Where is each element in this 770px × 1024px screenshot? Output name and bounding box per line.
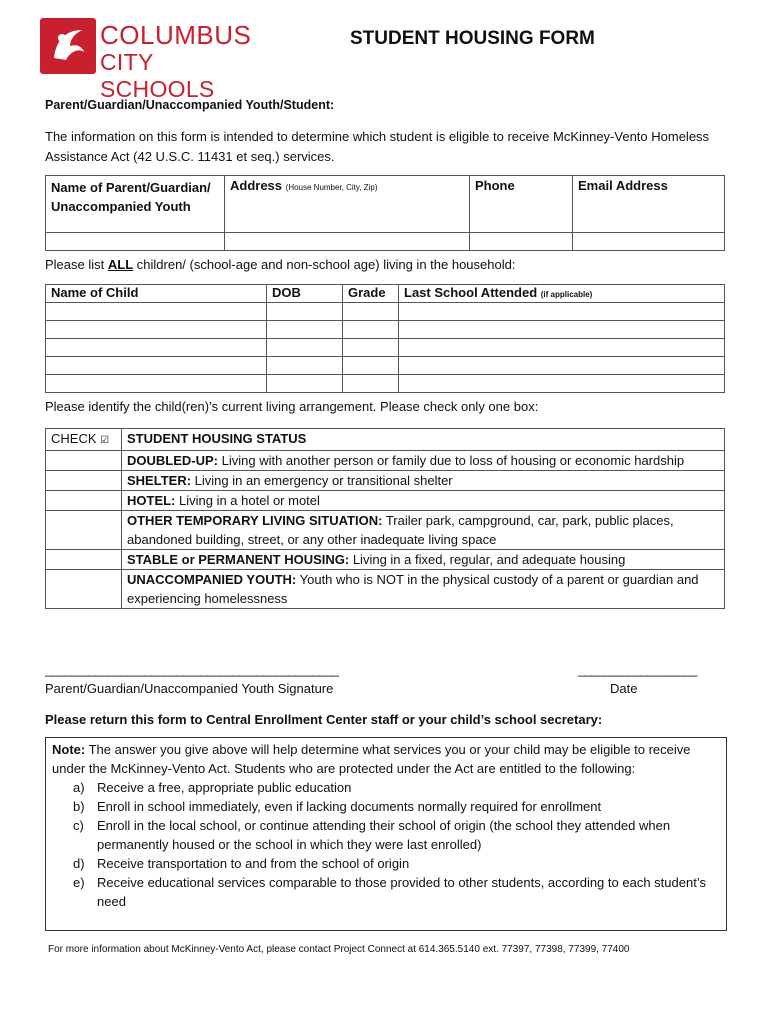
grade-field[interactable] [343, 375, 399, 393]
signature-label: Parent/Guardian/Unaccompanied Youth Signature [45, 681, 334, 696]
housing-status-table [45, 428, 725, 609]
check-header [46, 429, 122, 451]
contact-table [45, 175, 725, 251]
status-term: OTHER TEMPORARY LIVING SITUATION: [127, 513, 383, 528]
status-option [122, 511, 725, 550]
logo-emblem-icon [40, 18, 96, 74]
status-term: STABLE or PERMANENT HOUSING: [127, 552, 350, 567]
child-name-field[interactable] [46, 375, 267, 393]
school-header [399, 285, 725, 303]
logo-line-2: CITY SCHOOLS [100, 49, 215, 102]
status-term: DOUBLED-UP: [127, 453, 218, 468]
list-item [73, 778, 720, 797]
check-header-label: CHECK [51, 431, 97, 446]
list-text: Enroll in the local school, or continue attending their school of origin (the school they attended when permanently housed or the school in which they were last enrolled) [97, 818, 671, 852]
rights-list [52, 778, 720, 911]
status-check-cell[interactable] [46, 491, 122, 511]
email-field[interactable] [573, 233, 725, 251]
note-intro [52, 740, 720, 778]
list-item [73, 854, 720, 873]
dob-field[interactable] [267, 321, 343, 339]
status-term: UNACCOMPANIED YOUTH: [127, 572, 297, 587]
date-label: Date [610, 681, 638, 696]
children-prompt [45, 257, 515, 272]
email-header: Email Address [573, 176, 725, 233]
list-item [73, 873, 720, 911]
table-row [46, 321, 725, 339]
address-header-label: Address [230, 178, 283, 193]
status-desc: Living with another person or family due to loss of housing or economic hardship [218, 453, 685, 468]
status-desc: Living in an emergency or transitional shelter [191, 473, 453, 488]
status-desc: Youth who is NOT in the physical custody of a parent or guardian and experiencing homelessness [127, 572, 699, 606]
district-logo [40, 18, 265, 102]
school-field[interactable] [399, 357, 725, 375]
list-marker: d) [73, 856, 85, 871]
list-marker: c) [73, 818, 84, 833]
grade-header: Grade [343, 285, 399, 303]
children-prompt-pre: Please list [45, 257, 108, 272]
child-name-field[interactable] [46, 303, 267, 321]
status-desc: Trailer park, campground, car, park, public places, abandoned building, street, or any other inadequate living space [127, 513, 674, 547]
dob-field[interactable] [267, 339, 343, 357]
address-hint: (House Number, City, Zip) [285, 183, 378, 192]
footer-contact: For more information about McKinney-Vento Act, please contact Project Connect at 614.365.5140 ext. 77397, 77398, 77399, 77400 [48, 944, 630, 955]
identify-prompt: Please identify the child(ren)’s current living arrangement. Please check only one box: [45, 399, 539, 414]
address-field[interactable] [225, 233, 470, 251]
status-option [122, 471, 725, 491]
name-header: Name of Parent/Guardian/ Unaccompanied Youth [46, 176, 225, 233]
status-term: HOTEL: [127, 493, 176, 508]
list-item [73, 797, 720, 816]
school-field[interactable] [399, 375, 725, 393]
children-prompt-emph: ALL [107, 257, 134, 272]
address-header [225, 176, 470, 233]
status-option [122, 550, 725, 570]
note-text: The answer you give above will help determine what services you or your child may be eligible to receive under the McKinney-Vento Act. Students who are protected under the Act are entitled to the following: [52, 742, 691, 776]
status-desc: Living in a hotel or motel [175, 493, 320, 508]
status-check-cell[interactable] [46, 550, 122, 570]
status-term: SHELTER: [127, 473, 192, 488]
phone-header: Phone [470, 176, 573, 233]
status-check-cell[interactable] [46, 570, 122, 609]
table-row [46, 339, 725, 357]
children-table [45, 284, 725, 393]
parent-label: Parent/Guardian/Unaccompanied Youth/Student: [45, 98, 335, 112]
page-title: STUDENT HOUSING FORM [350, 28, 595, 49]
note-box [45, 737, 727, 931]
child-name-field[interactable] [46, 339, 267, 357]
status-desc: Living in a fixed, regular, and adequate housing [349, 552, 626, 567]
checkbox-icon: ☑ [100, 435, 110, 446]
note-lead: Note: [52, 742, 86, 757]
school-field[interactable] [399, 339, 725, 357]
child-name-header: Name of Child [46, 285, 267, 303]
return-instructions: Please return this form to Central Enrollment Center staff or your child’s school secretary: [45, 712, 603, 727]
child-name-field[interactable] [46, 321, 267, 339]
list-item [73, 816, 720, 854]
dob-field[interactable] [267, 375, 343, 393]
grade-field[interactable] [343, 357, 399, 375]
dob-field[interactable] [267, 357, 343, 375]
dob-header: DOB [267, 285, 343, 303]
school-header-hint: (if applicable) [540, 290, 593, 299]
child-name-field[interactable] [46, 357, 267, 375]
status-option [122, 451, 725, 471]
table-row [46, 303, 725, 321]
signature-line[interactable]: _______________________________________________ [45, 662, 338, 677]
list-text: Enroll in school immediately, even if lacking documents normally required for enrollment [97, 799, 602, 814]
list-text: Receive a free, appropriate public education [97, 780, 352, 795]
status-check-cell[interactable] [46, 451, 122, 471]
name-field[interactable] [46, 233, 225, 251]
list-text: Receive transportation to and from the school of origin [97, 856, 410, 871]
phone-field[interactable] [470, 233, 573, 251]
table-row [46, 357, 725, 375]
status-check-cell[interactable] [46, 511, 122, 550]
logo-line-1: COLUMBUS [100, 20, 252, 50]
status-option [122, 491, 725, 511]
status-header: STUDENT HOUSING STATUS [122, 429, 725, 451]
school-field[interactable] [399, 321, 725, 339]
grade-field[interactable] [343, 339, 399, 357]
grade-field[interactable] [343, 303, 399, 321]
dob-field[interactable] [267, 303, 343, 321]
school-header-label: Last School Attended [404, 285, 538, 300]
table-row [46, 375, 725, 393]
date-line[interactable]: ___________________ [578, 662, 697, 677]
school-field[interactable] [399, 303, 725, 321]
status-option [122, 570, 725, 609]
list-marker: a) [73, 780, 85, 795]
grade-field[interactable] [343, 321, 399, 339]
list-marker: b) [73, 799, 85, 814]
intro-paragraph: The information on this form is intended to determine which student is eligible to receive McKinney-Vento Homeless Assistance Act (42 U.S.C. 11431 et seq.) services. [45, 129, 710, 164]
list-text: Receive educational services comparable to those provided to other students, according to each student’s need [97, 875, 706, 909]
status-check-cell[interactable] [46, 471, 122, 491]
children-prompt-post: children/ (school-age and non-school age) living in the household: [133, 257, 516, 272]
list-marker: e) [73, 875, 85, 890]
